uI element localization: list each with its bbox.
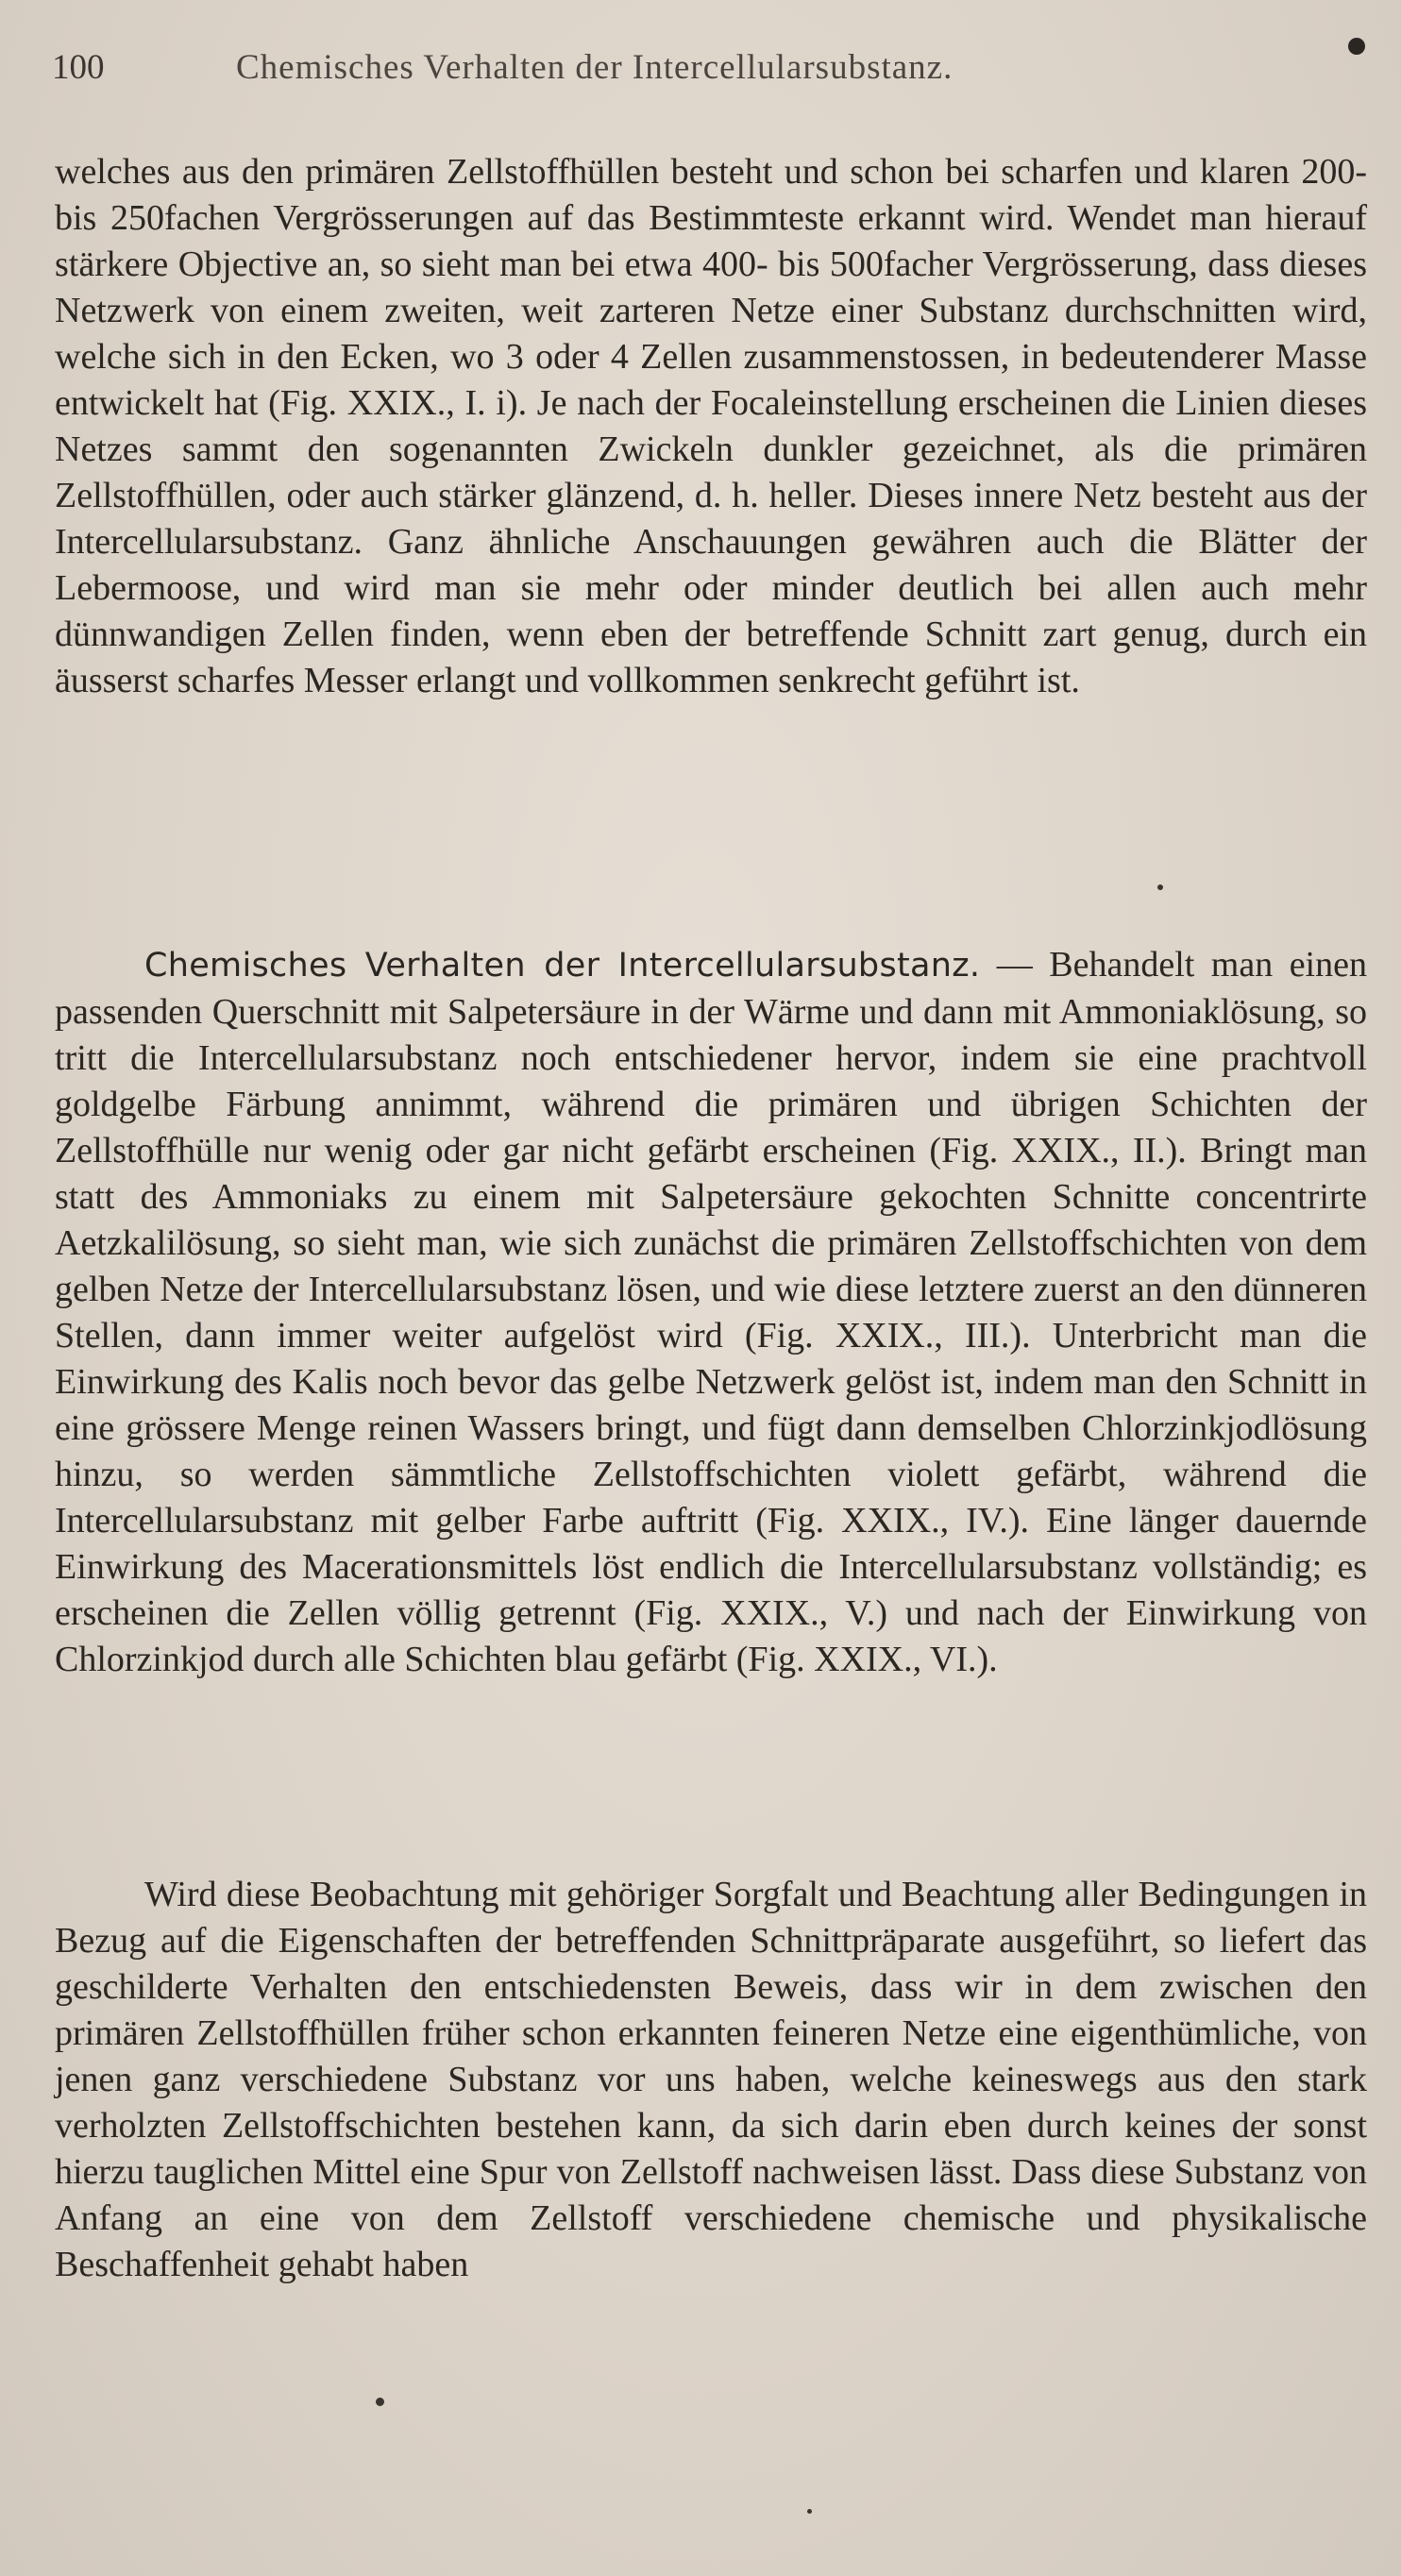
paragraph-observation: Wird diese Beobachtung mit gehöriger Sorgfalt und Beachtung aller Bedingungen in Bezug auf die Eigenschaften der betreffenden Schnittpräparate ausgeführt, so liefert das geschilderte Verhalten den entschiedensten Beweis, dass wir in dem zwischen den primären Zellstoffhüllen früher schon erkannten feineren Netze eine eigenthümliche, von jenen ganz verschiedene Substanz vor uns haben, welche keineswegs aus den stark verholzten Zellstoffschichten bestehen kann, da sich darin eben durch keines der sonst hierzu tauglichen Mittel eine Spur von Zellstoff nachweisen lässt. Dass diese Substanz von Anfang an eine von dem Zellstoff verschiedene chemische und physikalische Beschaffenheit gehabt haben — [55, 1875, 1367, 2284]
paragraph-chemical-behaviour — [55, 942, 1367, 1683]
section-heading: Chemisches Verhalten der Intercellularsubstanz. — [144, 947, 981, 985]
paragraph-continuation: welches aus den primären Zellstoffhüllen besteht und schon bei scharfen und klaren 200- bis 250fachen Vergrösserungen auf das Bestimmteste erkannt wird. Wendet man hierauf stärkere Objective an, so sieht man bei etwa 400- bis 500facher Vergrösserung, dass dieses Netzwerk von einem zweiten, weit zarteren Netze einer Substanz durchschnitten wird, welche sich in den Ecken, wo 3 oder 4 Zellen zusammenstossen, in bedeutenderer Masse entwickelt hat (Fig. XXIX., I. i). Je nach der Focaleinstellung erscheinen die Linien dieses Netzes sammt den sogenannten Zwickeln dunkler gezeichnet, als die primären Zellstoffhüllen, oder auch stärker glänzend, d. h. heller. Dieses innere Netz besteht aus der Intercellularsubstanz. Ganz ähnliche Anschauungen gewähren auch die Blätter der Lebermoose, und wird man sie mehr oder minder deutlich bei allen auch mehr dünnwandigen Zellen finden, wenn eben der betreffende Schnitt zart genug, durch ein äusserst scharfes Messer erlangt und vollkommen senkrecht geführt ist. — [55, 152, 1367, 700]
paragraph-body: — Behandelt man einen passenden Querschnitt mit Salpetersäure in der Wärme und dann mit Ammoniaklösung, so tritt die Intercellularsubstanz noch entschiedener hervor, indem sie eine prachtvoll goldgelbe Färbung annimmt, während die primären und übrigen Schichten der Zellstoffhülle nur wenig oder gar nicht gefärbt erscheinen (Fig. XXIX., II.). Bringt man statt des Ammoniaks zu einem mit Salpetersäure gekochten Schnitte concentrirte Aetzkalilösung, so sieht man, wie sich zunächst die primären Zellstoffschichten von dem gelben Netze der Intercellularsubstanz lösen, und wie diese letztere zuerst an den dünneren Stellen, dann immer weiter aufgelöst wird (Fig. XXIX., III.). Unterbricht man die Einwirkung des Kalis noch bevor das gelbe Netzwerk gelöst ist, indem man den Schnitt in eine grössere Menge reinen Wassers bringt, und fügt dann demselben Chlorzinkjodlösung hinzu, so werden sämmtliche Zellstoffschichten violett gefärbt, während die Intercellularsubstanz mit gelber Farbe auftritt (Fig. XXIX., IV.). Eine länger dauernde Einwirkung des Macerationsmittels löst endlich die Intercellularsubstanz vollständig; es erscheinen die Zellen völlig getrennt (Fig. XXIX., V.) und nach der Einwirkung von Chlorzinkjod durch alle Schichten blau gefärbt (Fig. XXIX., VI.). — [55, 945, 1367, 1679]
speck-mark — [376, 2398, 384, 2406]
running-head: Chemisches Verhalten der Intercellularsubstanz. — [236, 48, 954, 87]
speck-mark — [1157, 884, 1163, 890]
page-number: 100 — [52, 48, 105, 87]
ink-spot-icon — [1348, 38, 1365, 55]
page-header — [52, 47, 1308, 94]
speck-mark — [807, 2509, 812, 2514]
